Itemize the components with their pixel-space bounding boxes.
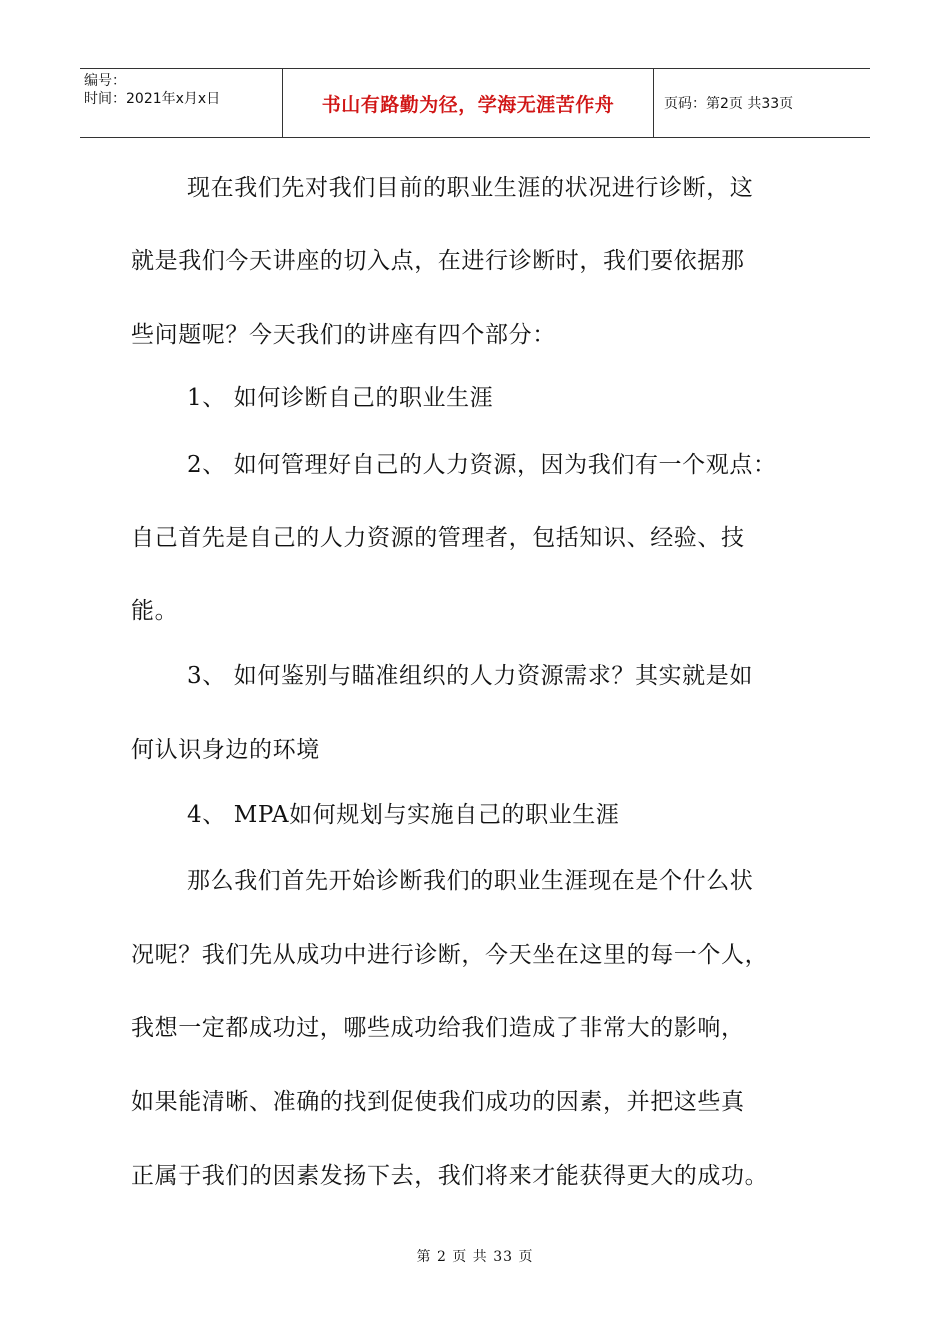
body-line: 现在我们先对我们目前的职业生涯的状况进行诊断，这 [187,175,754,201]
body-line: 何认识身边的环境 [131,737,320,763]
header-meta-cell [80,69,283,137]
body-line: 就是我们今天讲座的切入点，在进行诊断时，我们要依据那 [131,248,745,274]
body-line: 自己首先是自己的人力资源的管理者，包括知识、经验、技 [131,525,745,551]
page-footer: 第 2 页 共 33 页 [416,1249,534,1265]
header-number-label: 编号： [84,73,126,89]
header-motto: 书山有路勤为径，学海无涯苦作舟 [283,69,654,137]
list-item-2: 2、 如何管理好自己的人力资源，因为我们有一个观点： [187,452,777,478]
body-line: 况呢？我们先从成功中进行诊断，今天坐在这里的每一个人， [131,942,769,968]
document-header [80,68,870,138]
list-item-1: 1、 如何诊断自己的职业生涯 [187,385,494,411]
header-page-info: 页码：第2页 共33页 [664,96,794,112]
body-line: 我想一定都成功过，哪些成功给我们造成了非常大的影响， [131,1015,745,1041]
list-item-3: 3、 如何鉴别与瞄准组织的人力资源需求？其实就是如 [187,663,753,689]
body-line: 如果能清晰、准确的找到促使我们成功的因素，并把这些真 [131,1089,745,1115]
body-line: 些问题呢？今天我们的讲座有四个部分： [131,322,556,348]
header-time-label: 时间：2021年x月x日 [84,91,221,107]
body-line: 能。 [131,598,179,624]
body-line: 那么我们首先开始诊断我们的职业生涯现在是个什么状 [187,868,754,894]
body-line: 正属于我们的因素发扬下去，我们将来才能获得更大的成功。 [131,1163,769,1189]
list-item-4: 4、 MPA如何规划与实施自己的职业生涯 [187,802,620,828]
